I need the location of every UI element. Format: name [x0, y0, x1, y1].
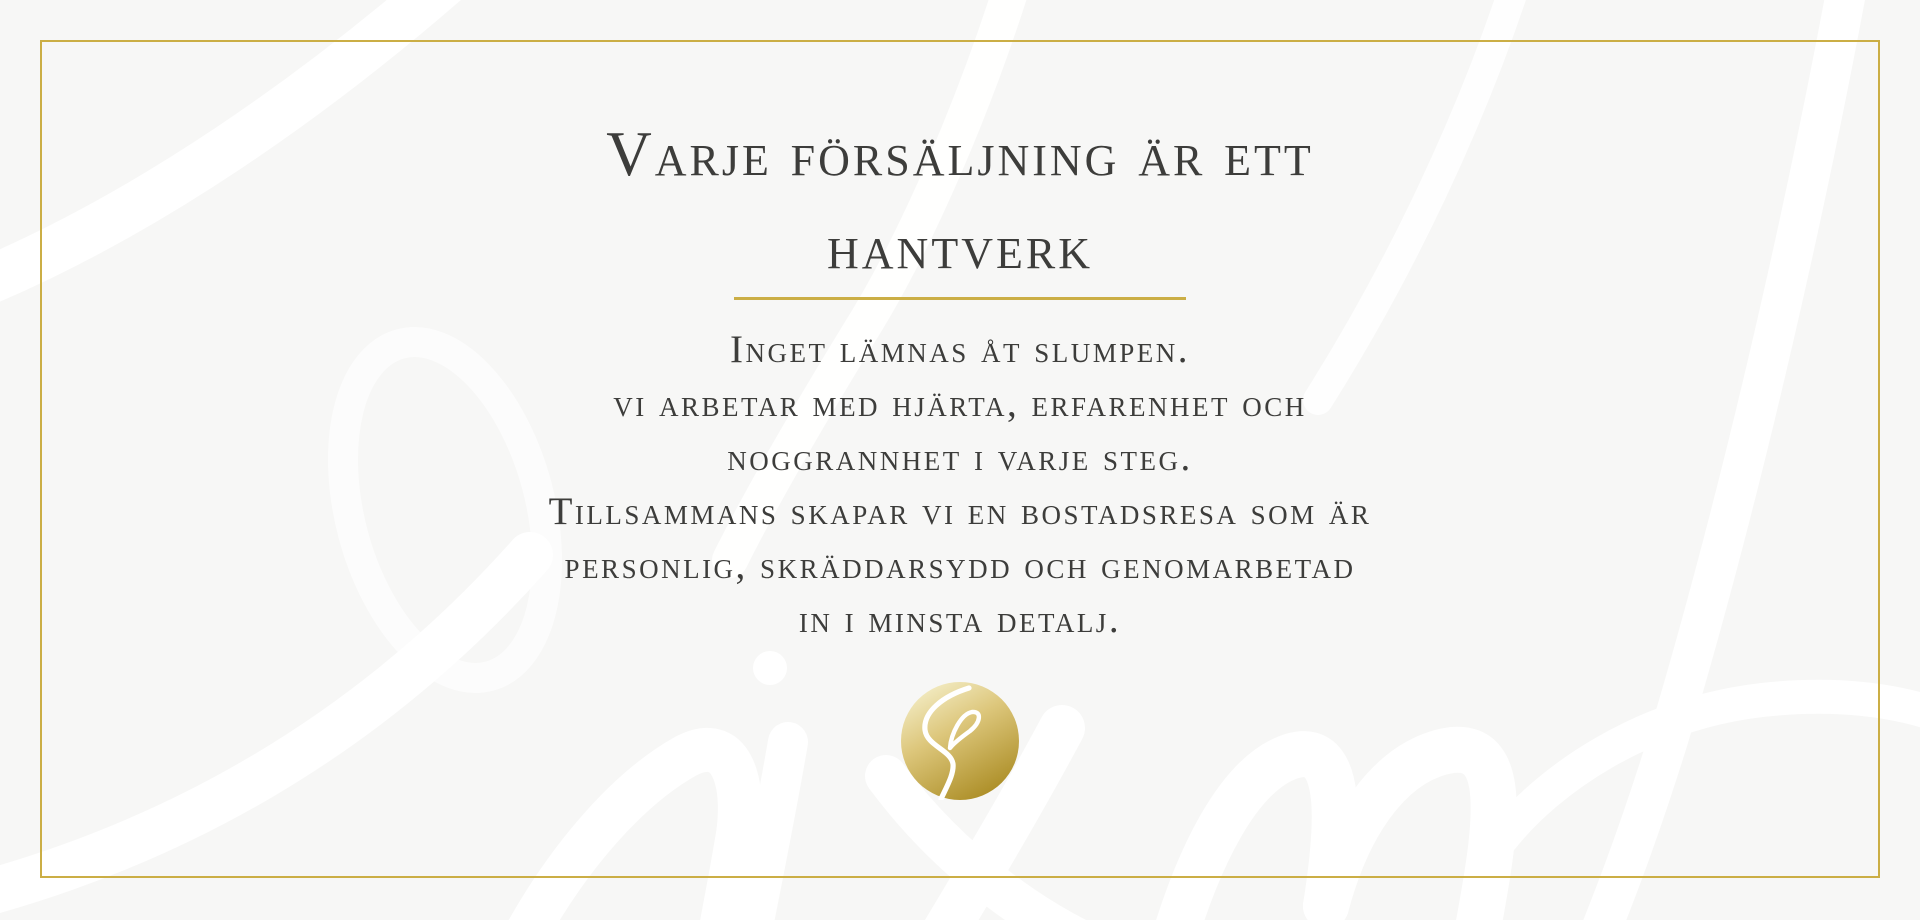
body-line: noggrannhet i varje steg. [727, 436, 1193, 479]
gold-divider [734, 297, 1186, 300]
title-line-1: Varje försäljning är ett [606, 119, 1314, 189]
section-title [0, 108, 1920, 294]
gold-orb-icon [901, 682, 1019, 800]
body-line: personlig, skräddarsydd och genomarbetad [564, 544, 1356, 587]
watermark-stroke [520, 750, 740, 920]
section-body [0, 323, 1920, 647]
title-line-2: hantverk [827, 212, 1093, 282]
body-line: vi arbetar med hjärta, erfarenhet och [613, 382, 1307, 425]
body-line: Inget lämnas åt slumpen. [730, 328, 1190, 371]
body-line: in i minsta detalj. [798, 598, 1122, 641]
watermark-dot [753, 651, 787, 685]
watermark-stroke [1502, 697, 1920, 838]
body-line: Tillsammans skapar vi en bostadsresa som är [548, 490, 1372, 533]
brand-logo [901, 682, 1019, 800]
